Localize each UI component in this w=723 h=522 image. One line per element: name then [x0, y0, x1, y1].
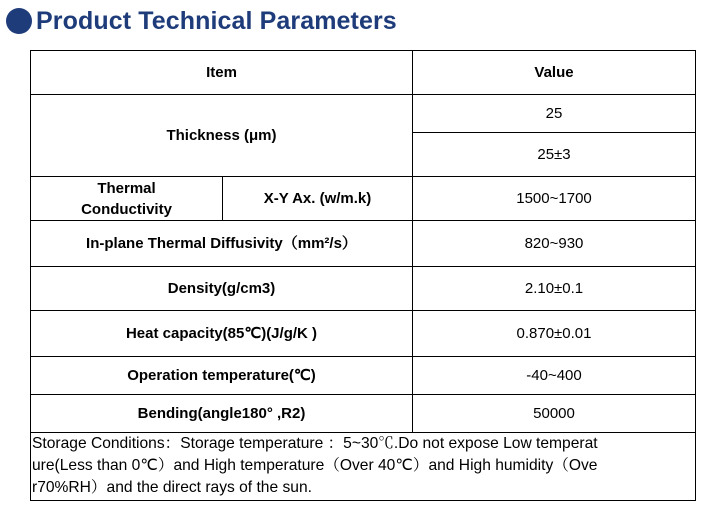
page-title: Product Technical Parameters — [36, 6, 397, 35]
table-row — [31, 95, 696, 133]
thickness-value-2: 25±3 — [413, 133, 696, 177]
header-item: Item — [31, 51, 413, 95]
table-row — [31, 395, 696, 433]
storage-conditions-note: Storage Conditions：Storage temperature ：5~30℃.Do not expose Low temperat ure(Less than 0℃）and High temperature（Over 40℃）and High humidity（Ove r70%RH）and the direct rays of the sun. — [31, 433, 696, 501]
density-value: 2.10±0.1 — [413, 267, 696, 311]
title-row — [6, 4, 397, 38]
table-row — [31, 433, 696, 501]
diffusivity-label: In-plane Thermal Diffusivity（mm²/s） — [31, 221, 413, 267]
bending-label: Bending(angle180° ,R2) — [31, 395, 413, 433]
operation-temperature-value: -40~400 — [413, 357, 696, 395]
bending-value: 50000 — [413, 395, 696, 433]
thickness-value-1: 25 — [413, 95, 696, 133]
thermal-conductivity-label: Thermal Conductivity — [31, 177, 223, 221]
table-header-row — [31, 51, 696, 95]
table-row — [31, 177, 696, 221]
thermal-conductivity-sub: X-Y Ax. (w/m.k) — [223, 177, 413, 221]
bullet-icon — [6, 8, 32, 34]
table-row — [31, 267, 696, 311]
thickness-label: Thickness (μm) — [31, 95, 413, 177]
density-label: Density(g/cm3) — [31, 267, 413, 311]
heat-capacity-label: Heat capacity(85℃)(J/g/K ) — [31, 311, 413, 357]
table-row — [31, 221, 696, 267]
table-row — [31, 357, 696, 395]
heat-capacity-value: 0.870±0.01 — [413, 311, 696, 357]
operation-temperature-label: Operation temperature(℃) — [31, 357, 413, 395]
diffusivity-value: 820~930 — [413, 221, 696, 267]
header-value: Value — [413, 51, 696, 95]
table-row — [31, 311, 696, 357]
thermal-conductivity-value: 1500~1700 — [413, 177, 696, 221]
parameters-table — [30, 50, 696, 501]
